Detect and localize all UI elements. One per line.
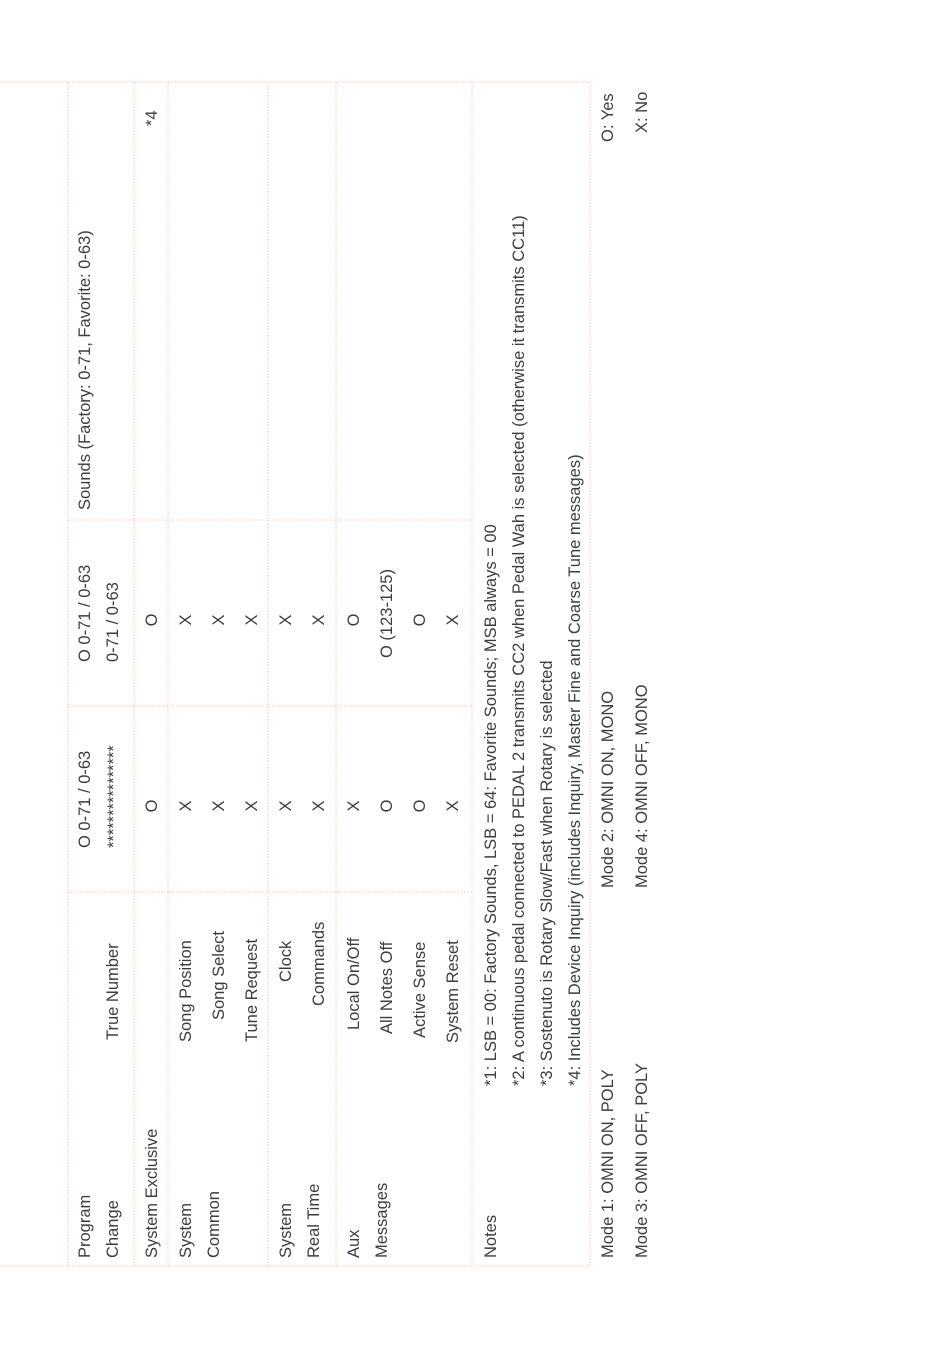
- song-position-recognized: X: [177, 614, 195, 626]
- mode-3: Mode 3: OMNI OFF, POLY: [633, 1063, 651, 1258]
- note-1: *1: LSB = 00: Factory Sounds, LSB = 64: Favorite Sounds; MSB always = 00: [482, 524, 500, 1086]
- tune-request-recognized: X: [243, 614, 261, 626]
- song-select-transmitted: X: [210, 800, 228, 812]
- active-sense-transmitted: O: [411, 799, 429, 813]
- program-change-recognized: O 0-71 / 0-63: [76, 564, 94, 662]
- all-notes-off-label: All Notes Off: [378, 941, 396, 1034]
- system-reset-label: System Reset: [444, 940, 462, 1043]
- program-change-label-1: Program: [76, 1194, 94, 1258]
- program-change-true-number-recognized: 0-71 / 0-63: [104, 582, 122, 662]
- note-4: *4: Includes Device Inquiry (includes Inquiry, Master Fine and Coarse Tune messages): [566, 454, 584, 1086]
- system-common-label-2: Common: [205, 1191, 223, 1258]
- song-position-label: Song Position: [177, 940, 195, 1042]
- legend-no: X: No: [633, 91, 651, 133]
- local-on-off-transmitted: X: [345, 800, 363, 812]
- notes-label: Notes: [482, 1214, 500, 1258]
- true-number-label: True Number: [104, 943, 122, 1040]
- system-real-time-label-2: Real Time: [305, 1183, 323, 1258]
- aux-messages-label-1: Aux: [345, 1229, 363, 1258]
- system-exclusive-transmitted: O: [143, 799, 161, 813]
- legend-yes: O: Yes: [599, 93, 617, 142]
- mode-2: Mode 2: OMNI ON, MONO: [599, 690, 617, 888]
- clock-transmitted: X: [277, 800, 295, 812]
- aux-messages-label-2: Messages: [373, 1182, 391, 1258]
- all-notes-off-recognized: O (123-125): [378, 569, 396, 658]
- system-exclusive-recognized: O: [143, 613, 161, 627]
- tune-request-transmitted: X: [243, 800, 261, 812]
- local-on-off-label: Local On/Off: [345, 937, 363, 1030]
- active-sense-label: Active Sense: [411, 941, 429, 1038]
- system-exclusive-label: System Exclusive: [143, 1128, 161, 1258]
- system-real-time-label-1: System: [277, 1202, 295, 1258]
- program-change-label-2: Change: [104, 1200, 122, 1258]
- local-on-off-recognized: O: [345, 613, 363, 627]
- clock-recognized: X: [277, 614, 295, 626]
- mode-4: Mode 4: OMNI OFF, MONO: [633, 684, 651, 888]
- mode-1: Mode 1: OMNI ON, POLY: [599, 1069, 617, 1258]
- program-change-remarks: Sounds (Factory: 0-71, Favorite: 0-63): [76, 230, 94, 510]
- note-2: *2: A continuous pedal connected to PEDAL 2 transmits CC2 when Pedal Wah is selected (otherwise it transmits CC11): [510, 215, 528, 1086]
- commands-label: Commands: [310, 921, 328, 1006]
- system-exclusive-remarks: *4: [143, 110, 161, 126]
- song-select-label: Song Select: [210, 931, 228, 1020]
- tune-request-label: Tune Request: [243, 938, 261, 1042]
- system-reset-recognized: X: [444, 614, 462, 626]
- song-position-transmitted: X: [177, 800, 195, 812]
- program-change-true-number-transmitted: ****************: [105, 745, 123, 848]
- active-sense-recognized: O: [411, 613, 429, 627]
- note-3: *3: Sostenuto is Rotary Slow/Fast when Rotary is selected: [538, 660, 556, 1086]
- clock-label: Clock: [277, 940, 295, 982]
- song-select-recognized: X: [210, 614, 228, 626]
- system-reset-transmitted: X: [444, 800, 462, 812]
- program-change-transmitted: O 0-71 / 0-63: [76, 750, 94, 848]
- system-common-label-1: System: [177, 1202, 195, 1258]
- all-notes-off-transmitted: O: [378, 799, 396, 813]
- commands-transmitted: X: [310, 800, 328, 812]
- commands-recognized: X: [310, 614, 328, 626]
